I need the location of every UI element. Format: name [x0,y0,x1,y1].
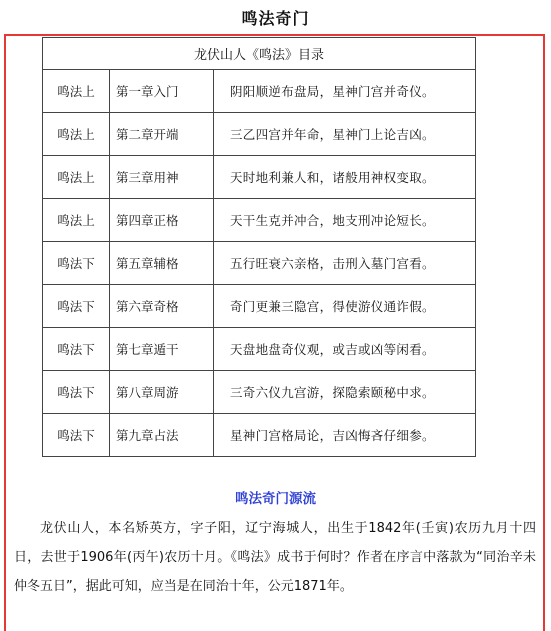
table-body [43,70,476,457]
verse-cell: 天盘地盘奇仪观，或吉或凶等闲看。 [214,328,476,371]
table-row [43,199,476,242]
table-row [43,414,476,457]
part-cell: 鸣法下 [43,414,110,457]
table-row [43,70,476,113]
verse-cell: 五行旺衰六亲格，击刑入墓门宫看。 [214,242,476,285]
table-row [43,156,476,199]
chapter-cell: 第三章用神 [110,156,214,199]
page-title: 鸣法奇门 [241,9,310,28]
chapter-cell: 第九章占法 [110,414,214,457]
table-header-row [43,38,476,70]
verse-cell: 星神门宫格局论，吉凶悔吝仔细参。 [214,414,476,457]
part-cell: 鸣法上 [43,113,110,156]
part-cell: 鸣法下 [43,328,110,371]
chapter-cell: 第五章辅格 [110,242,214,285]
section-heading: 鸣法奇门源流 [235,491,316,507]
table-of-contents [42,37,476,457]
chapter-cell: 第七章遁干 [110,328,214,371]
chapter-cell: 第八章周游 [110,371,214,414]
part-cell: 鸣法下 [43,285,110,328]
verse-cell: 天干生克并冲合，地支刑冲论短长。 [214,199,476,242]
part-cell: 鸣法下 [43,242,110,285]
verse-cell: 三乙四宫并年命，星神门上论吉凶。 [214,113,476,156]
table-row [43,328,476,371]
part-cell: 鸣法上 [43,199,110,242]
table-row [43,113,476,156]
chapter-cell: 第一章入门 [110,70,214,113]
table-row [43,371,476,414]
part-cell: 鸣法上 [43,156,110,199]
verse-cell: 阴阳顺逆布盘局，星神门宫并奇仪。 [214,70,476,113]
chapter-cell: 第二章开端 [110,113,214,156]
part-cell: 鸣法下 [43,371,110,414]
table-header: 龙伏山人《鸣法》目录 [43,38,476,70]
chapter-cell: 第四章正格 [110,199,214,242]
table-row [43,285,476,328]
verse-cell: 奇门更兼三隐宫，得使游仪通诈假。 [214,285,476,328]
verse-cell: 天时地利兼人和，诸般用神权变取。 [214,156,476,199]
verse-cell: 三奇六仪九宫游，探隐索颐秘中求。 [214,371,476,414]
body-paragraph: 龙伏山人，本名矫英方，字子阳，辽宁海城人，出生于1842年(壬寅)农历九月十四日，去世于1906年(丙午)农历十月。《鸣法》成书于何时？作者在序言中落款为“同治辛未仲冬五日”，据此可知，应当是在同治十年，公元1871年。 [14,521,536,594]
table-row [43,242,476,285]
chapter-cell: 第六章奇格 [110,285,214,328]
part-cell: 鸣法上 [43,70,110,113]
